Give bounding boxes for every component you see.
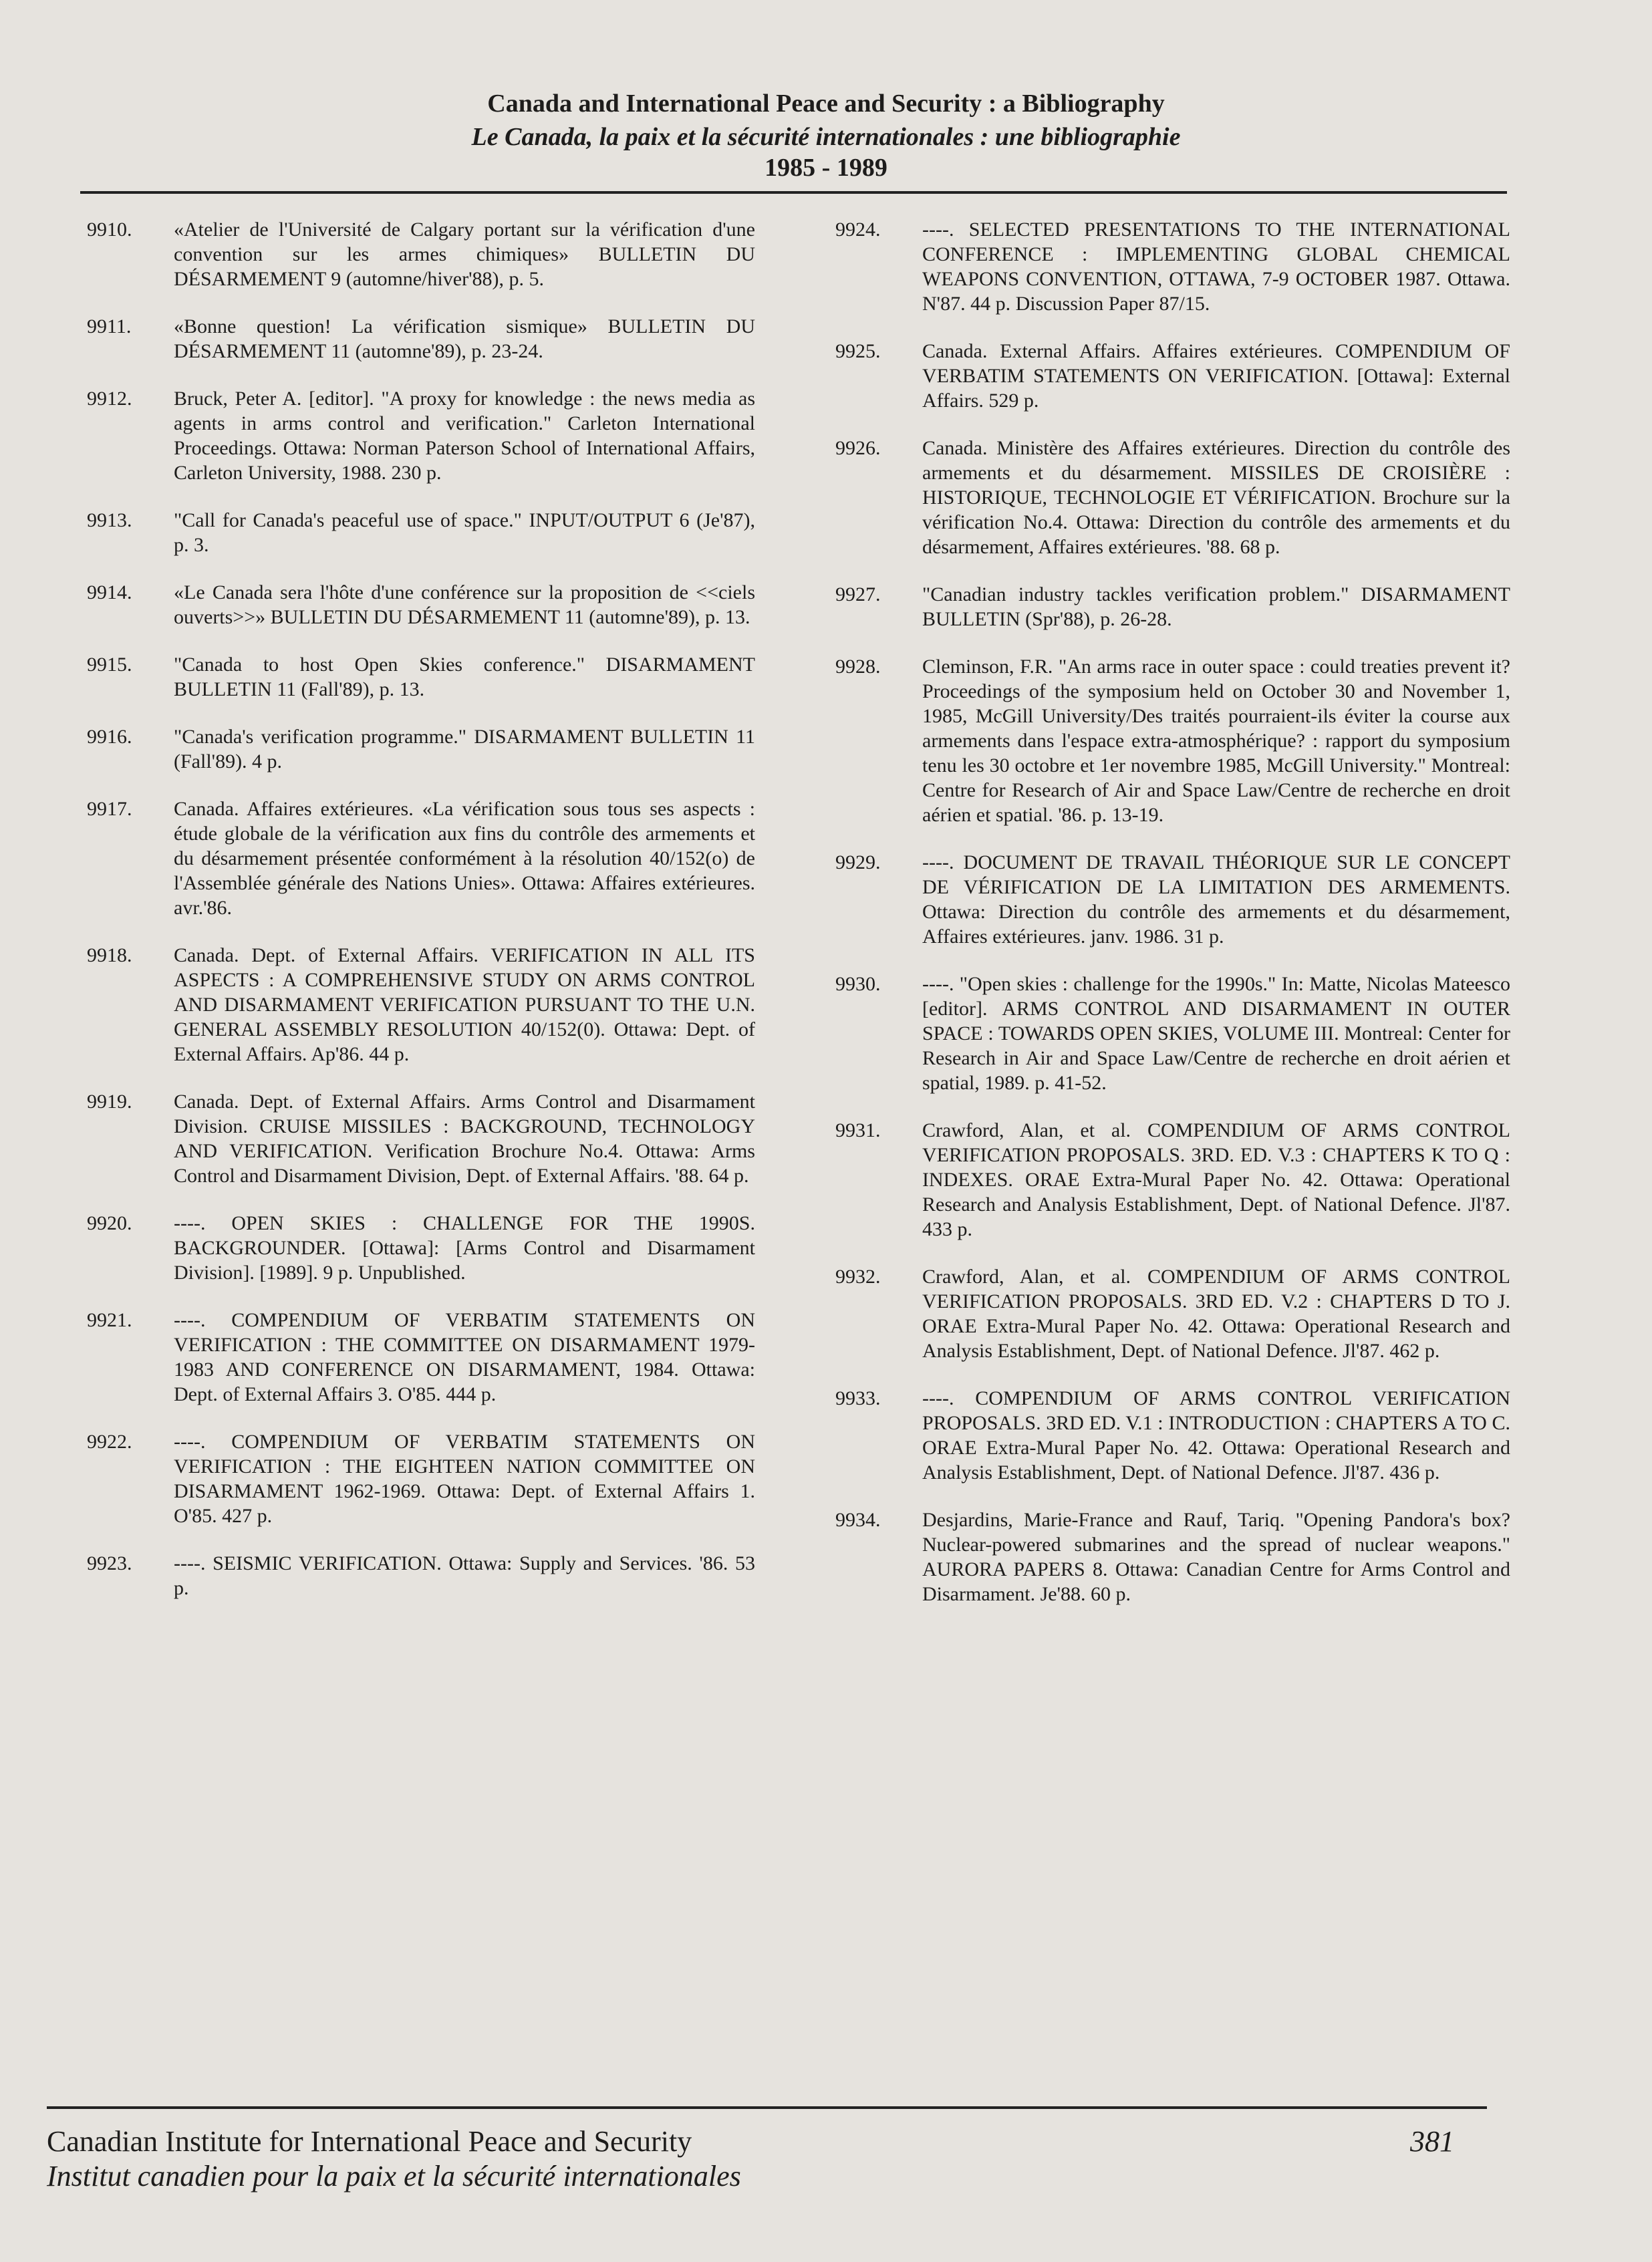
entry-number: 9916. xyxy=(87,726,132,748)
bibliography-entry xyxy=(87,1429,755,1528)
entry-number: 9926. xyxy=(835,437,881,459)
entry-number: 9925. xyxy=(835,340,881,362)
bibliography-entry xyxy=(835,850,1510,949)
page-title-years: 1985 - 1989 xyxy=(765,154,887,182)
entry-number: 9923. xyxy=(87,1552,132,1574)
entry-citation: ----. "Open skies : challenge for the 1990s." In: Matte, Nicolas Mateesco [editor]. ARMS CONTROL AND DISARMAMENT IN OUTER SPACE : TOWARDS OPEN SKIES, VOLUME III. Montreal: Center for Research in Air and Space Law/Centre de recherche en droit aérien et spatial, 1989. p. 41-52. xyxy=(922,973,1510,1094)
entry-citation: Canada. Dept. of External Affairs. Arms Control and Disarmament Division. CRUISE MISSILES : BACKGROUND, TECHNOLOGY AND VERIFICATION. Verification Brochure No.4. Ottawa: Arms Control and Disarmament Division, Dept. of External Affairs. '88. 64 p. xyxy=(174,1091,755,1187)
bibliography-entry xyxy=(87,217,755,291)
entry-number: 9912. xyxy=(87,388,132,410)
entry-citation: ----. COMPENDIUM OF ARMS CONTROL VERIFICATION PROPOSALS. 3RD ED. V.1 : INTRODUCTION : CHAPTERS A TO C. ORAE Extra-Mural Paper No. 42. Ottawa: Operational Research and Analysis Establishment, Dept. of National Defence. Jl'87. 436 p. xyxy=(922,1387,1510,1483)
entry-citation: Desjardins, Marie-France and Rauf, Tariq. "Opening Pandora's box? Nuclear-powered submarines and the spread of nuclear weapons." AURORA PAPERS 8. Ottawa: Canadian Centre for Arms Control and Disarmament. Je'88. 60 p. xyxy=(922,1509,1510,1605)
entry-number: 9917. xyxy=(87,798,132,820)
entry-citation: Canada. Ministère des Affaires extérieures. Direction du contrôle des armements et du désarmement. MISSILES DE CROISIÈRE : HISTORIQUE, TECHNOLOGIE ET VÉRIFICATION. Brochure sur la vérification No.4. Ottawa: Direction du contrôle des armements et du désarmement, Affaires extérieures. '88. 68 p. xyxy=(922,437,1510,558)
bibliography-entry xyxy=(87,580,755,629)
entry-number: 9919. xyxy=(87,1091,132,1113)
bibliography-entry xyxy=(87,724,755,774)
entry-number: 9913. xyxy=(87,509,132,531)
entry-number: 9933. xyxy=(835,1387,881,1409)
entry-number: 9934. xyxy=(835,1509,881,1531)
bibliography-entry xyxy=(87,1211,755,1285)
entry-number: 9918. xyxy=(87,944,132,966)
entry-number: 9921. xyxy=(87,1309,132,1331)
bibliography-entry xyxy=(87,652,755,702)
bibliography-entry xyxy=(835,1386,1510,1485)
entry-citation: ----. DOCUMENT DE TRAVAIL THÉORIQUE SUR LE CONCEPT DE VÉRIFICATION DE LA LIMITATION DES ARMEMENTS. Ottawa: Direction du contrôle des armements et du désarmement, Affaires extérieures. janv. 1986. 31 p. xyxy=(922,851,1510,948)
header-rule xyxy=(80,191,1507,194)
bibliography-entry xyxy=(87,1089,755,1188)
entry-citation: Cleminson, F.R. "An arms race in outer space : could treaties prevent it? Proceedings of the symposium held on October 30 and November 1, 1985, McGill University/Des traités pourraient-ils éviter la course aux armements dans l'espace extra-atmosphérique? : rapport du symposium tenu les 30 octobre et 1er novembre 1985, McGill University." Montreal: Centre for Research of Air and Space Law/Centre de recherche en droit aérien et spatial. '86. p. 13-19. xyxy=(922,656,1510,826)
footer-rule xyxy=(47,2106,1487,2109)
entry-citation: Crawford, Alan, et al. COMPENDIUM OF ARMS CONTROL VERIFICATION PROPOSALS. 3RD ED. V.2 : CHAPTERS D TO J. ORAE Extra-Mural Paper No. 42. Ottawa: Operational Research and Analysis Establishment, Dept. of National Defence. Jl'87. 462 p. xyxy=(922,1266,1510,1362)
entry-citation: Canada. Dept. of External Affairs. VERIFICATION IN ALL ITS ASPECTS : A COMPREHENSIVE STUDY ON ARMS CONTROL AND DISARMAMENT VERIFICATION PURSUANT TO THE U.N. GENERAL ASSEMBLY RESOLUTION 40/152(0). Ottawa: Dept. of External Affairs. Ap'86. 44 p. xyxy=(174,944,755,1065)
entry-number: 9914. xyxy=(87,581,132,603)
entry-citation: «Bonne question! La vérification sismique» BULLETIN DU DÉSARMEMENT 11 (automne'89), p. 23-24. xyxy=(174,315,755,362)
entry-citation: ----. OPEN SKIES : CHALLENGE FOR THE 1990S. BACKGROUNDER. [Ottawa]: [Arms Control and Disarmament Division]. [1989]. 9 p. Unpublished. xyxy=(174,1212,755,1284)
entry-citation: ----. SEISMIC VERIFICATION. Ottawa: Supply and Services. '86. 53 p. xyxy=(174,1552,755,1599)
bibliography-entry xyxy=(87,797,755,920)
entry-citation: «Le Canada sera l'hôte d'une conférence sur la proposition de <<ciels ouverts>>» BULLETIN DU DÉSARMEMENT 11 (automne'89), p. 13. xyxy=(174,581,755,628)
entry-number: 9924. xyxy=(835,219,881,241)
bibliography-entry xyxy=(835,654,1510,827)
bibliography-entry xyxy=(87,943,755,1067)
bibliography-entry xyxy=(835,972,1510,1095)
entry-citation: ----. COMPENDIUM OF VERBATIM STATEMENTS ON VERIFICATION : THE EIGHTEEN NATION COMMITTEE ON DISARMAMENT 1962-1969. Ottawa: Dept. of External Affairs 1. O'85. 427 p. xyxy=(174,1431,755,1527)
bibliography-entry xyxy=(835,582,1510,631)
bibliography-entry xyxy=(835,1508,1510,1606)
entry-citation: "Canada to host Open Skies conference." DISARMAMENT BULLETIN 11 (Fall'89), p. 13. xyxy=(174,654,755,700)
entry-citation: ----. SELECTED PRESENTATIONS TO THE INTERNATIONAL CONFERENCE : IMPLEMENTING GLOBAL CHEMICAL WEAPONS CONVENTION, OTTAWA, 7-9 OCTOBER 1987. Ottawa. N'87. 44 p. Discussion Paper 87/15. xyxy=(922,219,1510,315)
bibliography-entry xyxy=(87,314,755,364)
bibliography-entry xyxy=(87,508,755,557)
right-column xyxy=(835,217,1510,1629)
bibliography-entry xyxy=(835,1264,1510,1363)
entry-number: 9910. xyxy=(87,219,132,241)
entry-number: 9930. xyxy=(835,973,881,995)
footer-org-english: Canadian Institute for International Peace and Security xyxy=(47,2125,692,2158)
entry-citation: Bruck, Peter A. [editor]. "A proxy for knowledge : the news media as agents in arms control and verification." Carleton International Proceedings. Ottawa: Norman Paterson School of International Affairs, Carleton University, 1988. 230 p. xyxy=(174,388,755,484)
entry-number: 9922. xyxy=(87,1431,132,1453)
footer-org-french: Institut canadien pour la paix et la sécurité internationales xyxy=(47,2160,741,2193)
page-number: 381 xyxy=(1410,2125,1454,2158)
bibliography-entry xyxy=(87,386,755,485)
entry-citation: Canada. Affaires extérieures. «La vérification sous tous ses aspects : étude globale de la vérification aux fins du contrôle des armements et du désarmement présentée conformément à la résolution 40/152(o) de l'Assemblée générale des Nations Unies». Ottawa: Affaires extérieures. avr.'86. xyxy=(174,798,755,919)
page-title-english: Canada and International Peace and Security : a Bibliography xyxy=(487,90,1165,118)
entry-citation: Crawford, Alan, et al. COMPENDIUM OF ARMS CONTROL VERIFICATION PROPOSALS. 3RD. ED. V.3 : CHAPTERS K TO Q : INDEXES. ORAE Extra-Mural Paper No. 42. Ottawa: Operational Research and Analysis Establishment, Dept. of National Defence. Jl'87. 433 p. xyxy=(922,1119,1510,1240)
bibliography-entry xyxy=(835,436,1510,559)
entry-number: 9927. xyxy=(835,583,881,605)
entry-citation: "Call for Canada's peaceful use of space." INPUT/OUTPUT 6 (Je'87), p. 3. xyxy=(174,509,755,556)
entry-citation: "Canada's verification programme." DISARMAMENT BULLETIN 11 (Fall'89). 4 p. xyxy=(174,726,755,772)
entry-number: 9915. xyxy=(87,654,132,676)
entry-number: 9928. xyxy=(835,656,881,678)
bibliography-entry xyxy=(87,1308,755,1407)
bibliography-entry xyxy=(835,217,1510,316)
bibliography-entry xyxy=(835,339,1510,413)
entry-citation: «Atelier de l'Université de Calgary portant sur la vérification d'une convention sur les armes chimiques» BULLETIN DU DÉSARMEMENT 9 (automne/hiver'88), p. 5. xyxy=(174,219,755,290)
entry-citation: ----. COMPENDIUM OF VERBATIM STATEMENTS ON VERIFICATION : THE COMMITTEE ON DISARMAMENT 1979-1983 AND CONFERENCE ON DISARMAMENT, 1984. Ottawa: Dept. of External Affairs 3. O'85. 444 p. xyxy=(174,1309,755,1405)
left-column xyxy=(87,217,755,1623)
entry-number: 9911. xyxy=(87,315,132,337)
entry-number: 9931. xyxy=(835,1119,881,1141)
entry-number: 9920. xyxy=(87,1212,132,1234)
entry-citation: Canada. External Affairs. Affaires extérieures. COMPENDIUM OF VERBATIM STATEMENTS ON VERIFICATION. [Ottawa]: External Affairs. 529 p. xyxy=(922,340,1510,412)
bibliography-entry xyxy=(87,1551,755,1600)
entry-number: 9929. xyxy=(835,851,881,873)
entry-number: 9932. xyxy=(835,1266,881,1288)
entry-citation: "Canadian industry tackles verification problem." DISARMAMENT BULLETIN (Spr'88), p. 26-28. xyxy=(922,583,1510,630)
bibliography-entry xyxy=(835,1118,1510,1242)
page-title-french: Le Canada, la paix et la sécurité internationales : une bibliographie xyxy=(471,123,1181,151)
